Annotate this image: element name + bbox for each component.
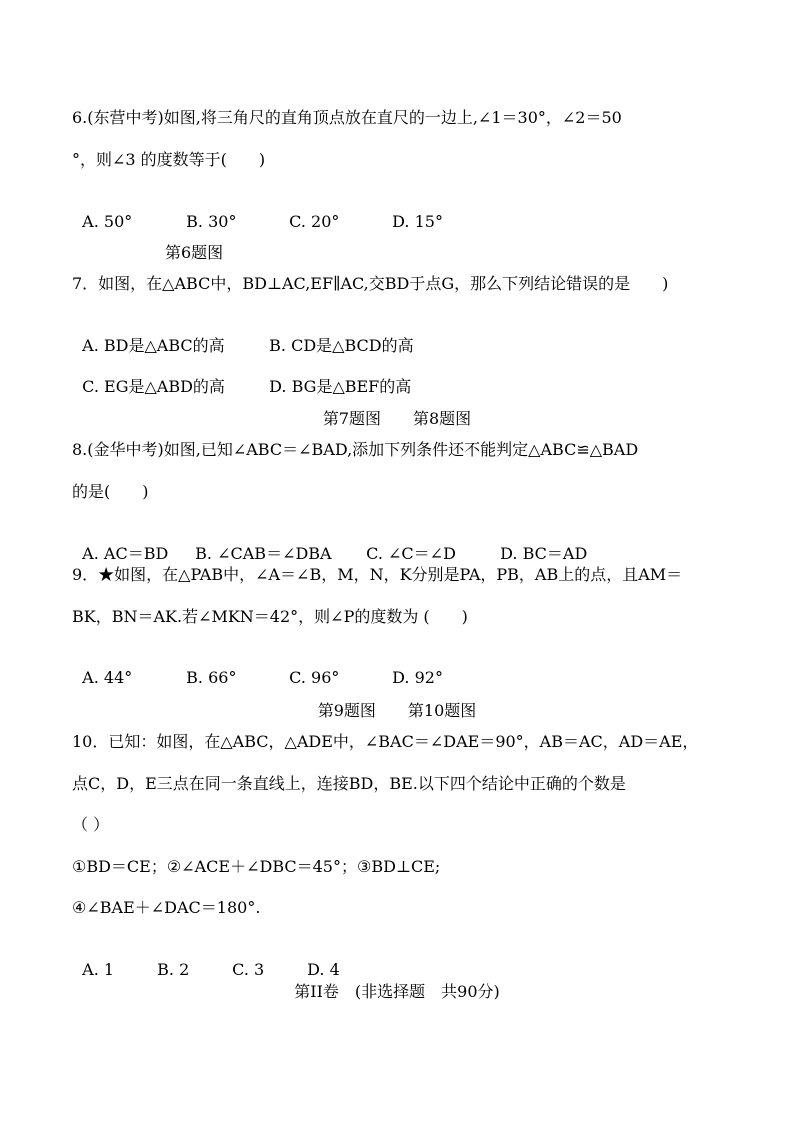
q8-stem-line1: 8.(金华中考)如图,已知∠ABC＝∠BAD,添加下列条件还不能判定△ABC≌△BAD <box>72 440 639 459</box>
q6-figure-caption: 第6题图 <box>165 243 224 262</box>
q8-option-b: B. ∠CAB＝∠DBA <box>195 544 332 563</box>
q8-stem-line2: 的是( ) <box>72 482 149 501</box>
q10-stem-line1: 10．已知：如图，在△ABC，△ADE中，∠BAC＝∠DAE＝90°，AB＝AC，AD＝AE， <box>72 732 699 751</box>
section-title: 第II卷 (非选择题 共90分) <box>294 982 500 1001</box>
q6-option-c: C. 20° <box>289 212 340 231</box>
q10-stem-line3: （ ） <box>72 815 110 834</box>
q6-stem-line2: °，则∠3 的度数等于( ) <box>72 150 266 169</box>
q7-option-c: C. EG是△ABD的高 <box>82 377 225 396</box>
q9-options <box>72 648 443 688</box>
q8-option-d: D. BC＝AD <box>500 544 588 563</box>
q7-stem-line1: 7．如图，在△ABC中，BD⊥AC,EF∥AC,交BD于点G，那么下列结论错误的是 ) <box>72 274 669 293</box>
q10-statement-line1: ①BD＝CE；②∠ACE＋∠DBC＝45°；③BD⊥CE; <box>72 857 441 876</box>
q10-stem-line2: 点C，D，E三点在同一条直线上，连接BD，BE.以下四个结论中正确的个数是 <box>72 774 626 793</box>
q10-option-c: C. 3 <box>232 960 265 979</box>
q9-option-a: A. 44° <box>82 668 133 687</box>
q7-q8-figure-caption: 第7题图 第8题图 <box>322 409 472 428</box>
q6-option-d: D. 15° <box>392 212 443 231</box>
q8-options <box>72 524 587 564</box>
q10-option-d: D. 4 <box>307 960 340 979</box>
q6-options <box>72 192 443 232</box>
q6-option-b: B. 30° <box>186 212 237 231</box>
q9-option-d: D. 92° <box>392 668 443 687</box>
q7-option-d: D. BG是△BEF的高 <box>269 377 412 396</box>
q8-option-a: A. AC＝BD <box>82 544 169 563</box>
q7-options-row1 <box>72 316 414 356</box>
q10-option-a: A. 1 <box>82 960 115 979</box>
q6-option-a: A. 50° <box>82 212 133 231</box>
q9-stem-line2: BK，BN＝AK.若∠MKN＝42°，则∠P的度数为 ( ) <box>72 607 468 626</box>
q6-stem-line1: 6.(东营中考)如图,将三角尺的直角顶点放在直尺的一边上,∠1＝30°，∠2＝50 <box>72 108 622 127</box>
q10-option-b: B. 2 <box>157 960 190 979</box>
q7-option-a: A. BD是△ABC的高 <box>82 336 225 355</box>
q9-option-c: C. 96° <box>289 668 340 687</box>
q9-q10-figure-caption: 第9题图 第10题图 <box>317 701 477 720</box>
q9-option-b: B. 66° <box>186 668 237 687</box>
q7-option-b: B. CD是△BCD的高 <box>269 336 414 355</box>
q7-options-row2 <box>72 357 411 397</box>
q9-stem-line1: 9．★如图，在△PAB中，∠A＝∠B，M，N，K分别是PA，PB，AB上的点，且AM＝ <box>72 565 683 584</box>
q8-option-c: C. ∠C＝∠D <box>366 544 456 563</box>
q10-options <box>72 940 340 980</box>
q10-statement-line2: ④∠BAE＋∠DAC＝180°. <box>72 898 261 917</box>
